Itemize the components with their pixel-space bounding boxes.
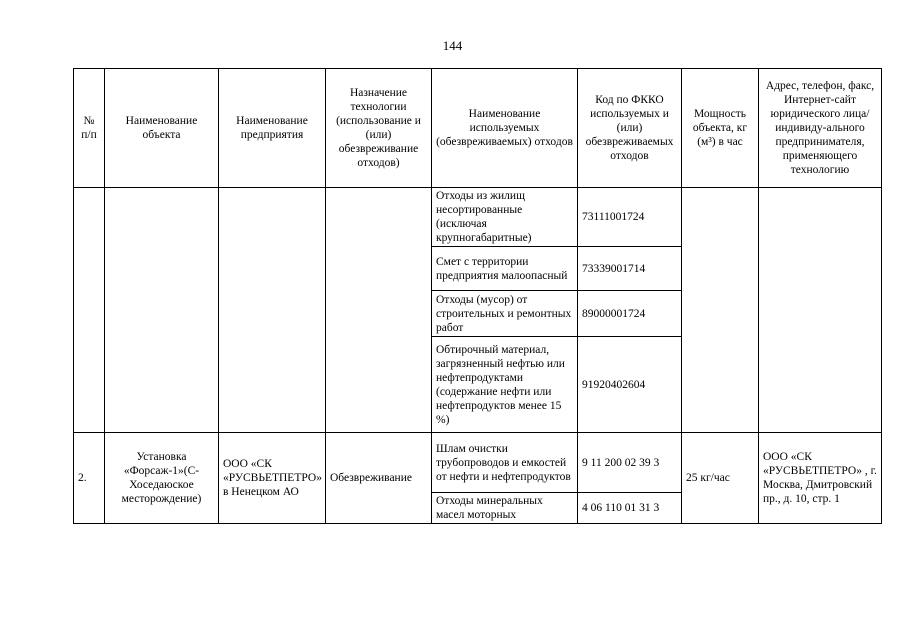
header-enterprise: Наименование предприятия	[219, 69, 326, 188]
technology-purpose-cell: Обезвреживание	[326, 433, 432, 524]
fkko-code-cell: 91920402604	[578, 337, 682, 433]
empty-address-cell	[759, 188, 882, 433]
capacity-cell: 25 кг/час	[682, 433, 759, 524]
entry-num-cell: 2.	[74, 433, 105, 524]
empty-capacity-cell	[682, 188, 759, 433]
fkko-code-cell: 9 11 200 02 39 3	[578, 433, 682, 493]
waste-name-cell: Шлам очистки трубопроводов и емкостей от нефти и нефтепродуктов	[432, 433, 578, 493]
waste-name-cell: Отходы минеральных масел моторных	[432, 493, 578, 524]
header-row	[74, 69, 882, 188]
page-number: 144	[442, 38, 463, 53]
header-capacity: Мощность объекта, кг (м³) в час	[682, 69, 759, 188]
fkko-code-cell: 89000001724	[578, 291, 682, 337]
table-row	[74, 188, 882, 247]
waste-technology-table	[73, 68, 882, 524]
header-fkko-code: Код по ФККО используемых и (или) обезвреживаемых отходов	[578, 69, 682, 188]
table-row	[74, 433, 882, 493]
empty-purpose-cell	[326, 188, 432, 433]
header-num: № п/п	[74, 69, 105, 188]
header-purpose: Назначение технологии (использование и (или) обезвреживание отходов)	[326, 69, 432, 188]
waste-name-cell: Обтирочный материал, загрязненный нефтью или нефтепродуктами (содержание нефти или нефтепродуктов менее 15 %)	[432, 337, 578, 433]
waste-name-cell: Отходы из жилищ несортированные (исключая крупногабаритные)	[432, 188, 578, 247]
waste-name-cell: Смет с территории предприятия малоопасный	[432, 247, 578, 291]
enterprise-name-cell: ООО «СК «РУСВЬЕТПЕТРО» в Ненецком АО	[219, 433, 326, 524]
address-cell: ООО «СК «РУСВЬЕТПЕТРО» , г. Москва, Дмитровский пр., д. 10, стр. 1	[759, 433, 882, 524]
header-waste-name: Наименование используемых (обезвреживаемых) отходов	[432, 69, 578, 188]
fkko-code-cell: 73111001724	[578, 188, 682, 247]
empty-num-cell	[74, 188, 105, 433]
waste-name-cell: Отходы (мусор) от строительных и ремонтных работ	[432, 291, 578, 337]
empty-object-cell	[105, 188, 219, 433]
header-address: Адрес, телефон, факс, Интернет-сайт юридического лица/индивиду-ального предпринимателя, применяющего технологию	[759, 69, 882, 188]
empty-enterprise-cell	[219, 188, 326, 433]
fkko-code-cell: 73339001714	[578, 247, 682, 291]
header-object: Наименование объекта	[105, 69, 219, 188]
object-name-cell: Установка «Форсаж-1»(С-Хоседаюское месторождение)	[105, 433, 219, 524]
fkko-code-cell: 4 06 110 01 31 3	[578, 493, 682, 524]
